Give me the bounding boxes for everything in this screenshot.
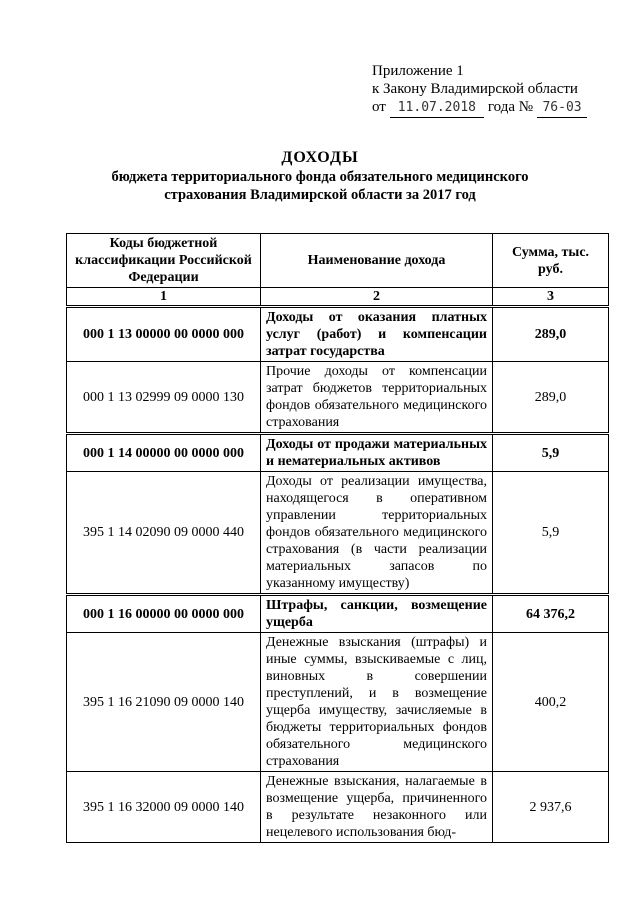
row-sum: 2 937,6 [493,772,609,843]
row-code: 000 1 16 00000 00 0000 000 [67,595,261,633]
appendix-year-no: года № [487,99,534,115]
column-number-1: 1 [67,288,261,307]
row-name: Доходы от оказания платных услуг (работ) и компенсации затрат государства [261,307,493,362]
row-sum: 289,0 [493,362,609,434]
row-name: Доходы от реализации имущества, находящегося в оперативном управлении территориальных фондов обязательного медицинского страхования (в части реализации материальных запасов по указанному имуществу) [261,472,493,595]
table-row [67,772,609,843]
column-number-row [67,288,609,307]
row-code: 395 1 16 21090 09 0000 140 [67,633,261,772]
table-row [67,595,609,633]
table-row [67,472,609,595]
row-code: 000 1 13 00000 00 0000 000 [67,307,261,362]
title-subtitle-2: страхования Владимирской области за 2017 год [164,187,476,203]
row-name: Денежные взыскания, налагаемые в возмещение ущерба, причиненного в результате незаконного или нецелевого использования бюд- [261,772,493,843]
title-subtitle-1: бюджета территориального фонда обязательного медицинского [111,169,529,185]
income-table [66,233,609,843]
row-sum: 64 376,2 [493,595,609,633]
row-code: 395 1 16 32000 09 0000 140 [67,772,261,843]
row-code: 395 1 14 02090 09 0000 440 [67,472,261,595]
row-sum: 5,9 [493,434,609,472]
table-row [67,307,609,362]
row-code: 000 1 14 00000 00 0000 000 [67,434,261,472]
title-heading: ДОХОДЫ [281,149,359,166]
appendix-block [372,62,587,118]
header-name: Наименование дохода [261,234,493,288]
appendix-law: к Закону Владимирской области [372,81,578,97]
column-number-3: 3 [493,288,609,307]
document-title [0,148,640,204]
table-row [67,434,609,472]
row-name: Штрафы, санкции, возмещение ущерба [261,595,493,633]
appendix-from: от [372,99,386,115]
column-number-2: 2 [261,288,493,307]
header-codes: Коды бюджетной классификации Российской Федерации [67,234,261,288]
appendix-date: 11.07.2018 [390,99,484,118]
row-name: Доходы от продажи материальных и нематериальных активов [261,434,493,472]
table-header-row [67,234,609,288]
row-sum: 289,0 [493,307,609,362]
table-row [67,362,609,434]
appendix-label: Приложение 1 [372,63,464,79]
appendix-date-line [372,98,587,118]
row-name: Денежные взыскания (штрафы) и иные суммы, взыскиваемые с лиц, виновных в совершении преступлений, и в возмещение ущерба имуществу, зачисляемые в бюджеты территориальных фондов обязательного медицинского страхования [261,633,493,772]
table-row [67,633,609,772]
row-sum: 5,9 [493,472,609,595]
appendix-number: 76-03 [537,99,587,118]
row-code: 000 1 13 02999 09 0000 130 [67,362,261,434]
row-sum: 400,2 [493,633,609,772]
header-sum: Сумма, тыс. руб. [493,234,609,288]
row-name: Прочие доходы от компенсации затрат бюджетов территориальных фондов обязательного медицинского страхования [261,362,493,434]
